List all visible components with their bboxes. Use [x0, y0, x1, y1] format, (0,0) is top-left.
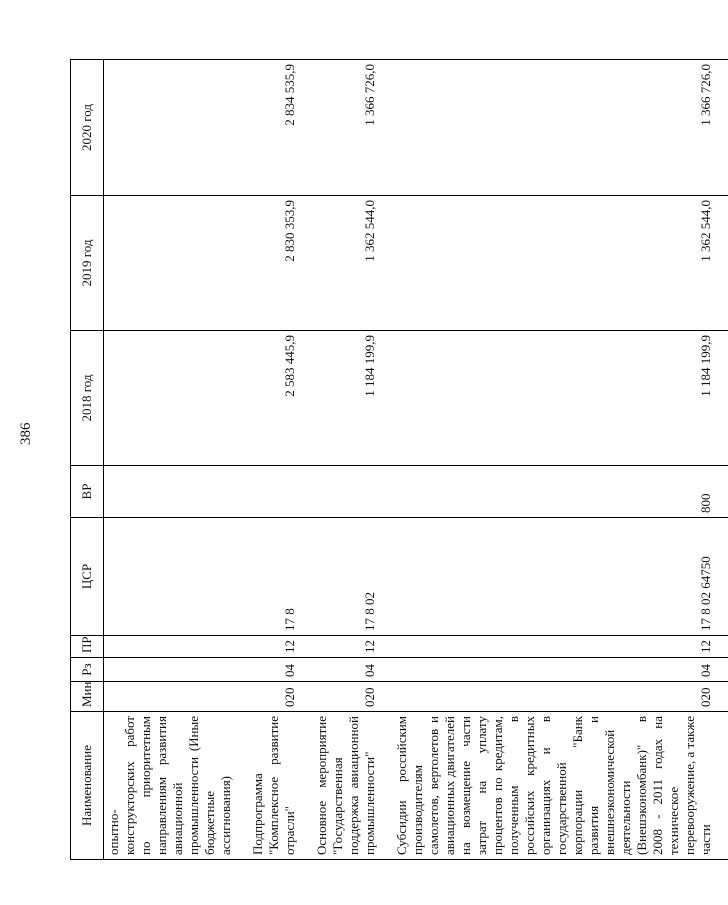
row-csr: 17 8 02 — [312, 518, 392, 636]
header-csr: ЦСР — [71, 518, 104, 636]
row-2019 — [104, 196, 249, 331]
row-vr — [312, 466, 392, 518]
row-vr — [104, 466, 249, 518]
row-min: 020 — [312, 682, 392, 712]
row-rz — [104, 658, 249, 682]
row-csr: 17 8 02 64750 — [392, 518, 728, 636]
row-2019: 2 830 353,9 — [248, 196, 312, 331]
row-vr — [248, 466, 312, 518]
table-header-row — [71, 60, 104, 860]
row-name: опытно-конструкторских работ по приоритетным направлениям развития авиационной промышленности (Иные бюджетные ассигнования) — [104, 712, 249, 860]
table-row — [248, 60, 312, 860]
header-2020: 2020 год — [71, 60, 104, 196]
rotated-table-container — [70, 60, 713, 860]
row-2018 — [104, 331, 249, 466]
row-name: Субсидии российским производителям самолетов, вертолетов и авиационных двигателей на возмещение части затрат на уплату процентов по кредитам, полученным в российских кредитных организациях и в государственной корпорации "Банк развития и внешнеэкономической деятельности (Внешэкономбанк)" в 2008 - 2011 годах на техническое перевооружение, а также части — [392, 712, 728, 860]
row-pr: 12 — [312, 636, 392, 658]
row-rz: 04 — [248, 658, 312, 682]
row-2020: 1 366 726,0 — [392, 60, 728, 196]
table-row — [392, 60, 728, 860]
row-2018: 1 184 199,9 — [312, 331, 392, 466]
row-pr: 12 — [248, 636, 312, 658]
row-name: Подпрограмма "Комплексное развитие отрасли" — [248, 712, 312, 860]
header-2019: 2019 год — [71, 196, 104, 331]
row-2020: 2 834 535,9 — [248, 60, 312, 196]
row-name: Основное мероприятие "Государственная поддержка авиационной промышленности" — [312, 712, 392, 860]
header-rz: Рз — [71, 658, 104, 682]
row-csr — [104, 518, 249, 636]
row-2019: 1 362 544,0 — [392, 196, 728, 331]
header-min: Мин — [71, 682, 104, 712]
header-name: Наименование — [71, 712, 104, 860]
budget-table — [70, 59, 728, 860]
row-csr: 17 8 — [248, 518, 312, 636]
row-min — [104, 682, 249, 712]
table-row — [312, 60, 392, 860]
row-vr: 800 — [392, 466, 728, 518]
header-2018: 2018 год — [71, 331, 104, 466]
row-rz: 04 — [392, 658, 728, 682]
row-min: 020 — [392, 682, 728, 712]
row-pr: 12 — [392, 636, 728, 658]
header-vr: ВР — [71, 466, 104, 518]
row-2018: 1 184 199,9 — [392, 331, 728, 466]
row-2019: 1 362 544,0 — [312, 196, 392, 331]
page-number: 386 — [18, 422, 34, 445]
row-rz: 04 — [312, 658, 392, 682]
header-pr: ПР — [71, 636, 104, 658]
table-row — [104, 60, 249, 860]
row-pr — [104, 636, 249, 658]
row-2018: 2 583 445,9 — [248, 331, 312, 466]
row-min: 020 — [248, 682, 312, 712]
row-2020: 1 366 726,0 — [312, 60, 392, 196]
row-2020 — [104, 60, 249, 196]
